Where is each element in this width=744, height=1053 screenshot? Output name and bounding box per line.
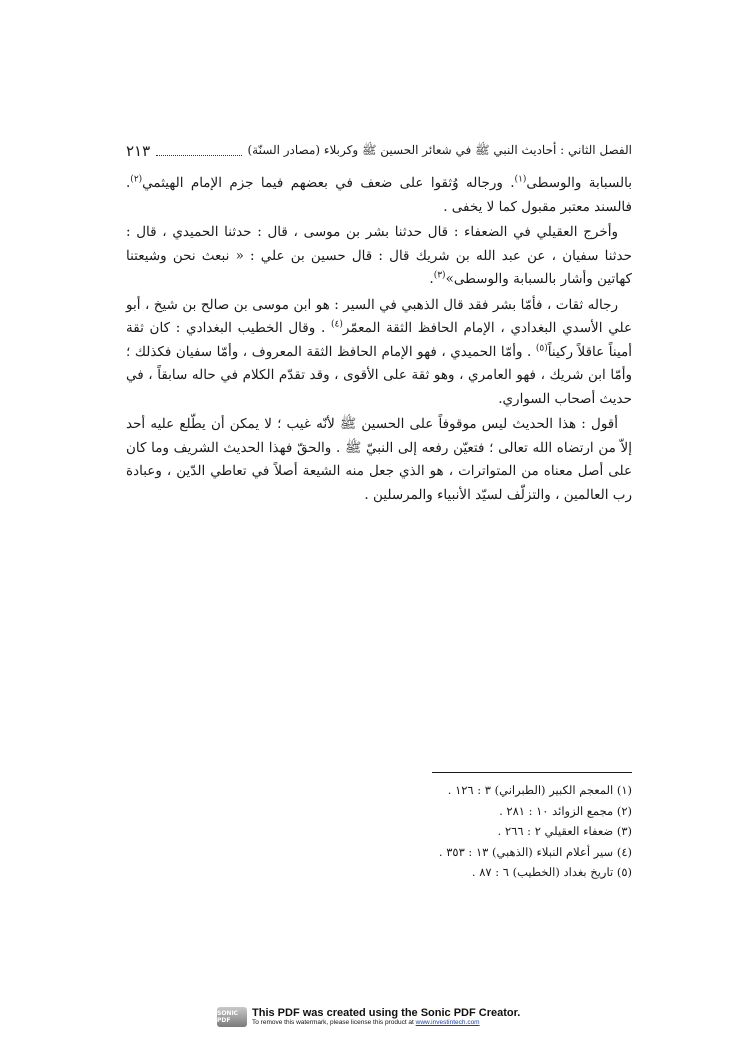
header-dotted-leader [156,147,241,156]
footnote-5: (٥) تاريخ بغداد (الخطيب) ٦ : ٨٧ . [471,865,632,879]
text-segment: . [429,271,434,287]
watermark-text [252,1007,520,1027]
watermark-line-1: This PDF was created using the Sonic PDF Creator. [252,1007,521,1019]
paragraph-3 [126,294,632,412]
paragraph-1 [126,172,632,219]
text-segment: بالسبابة والوسطى [526,175,633,191]
footnote-separator [432,772,632,773]
text-segment: رجاله ثقات ، فأمّا بشر فقد قال الذهبي في السير : هو ابن موسى بن صالح بن شيخ ، أبو علي الأسدي البغدادي ، الإمام الحافظ الثقة المعمّر [126,296,632,336]
text-segment: أقول : هذا الحديث ليس موقوفاً على الحسين ﷺ لأنّه غيب ؛ لا يمكن أن يطّلع عليه أحد إلاّ من ارتضاه الله تعالى ؛ فتعيّن رفعه إلى النبيّ ﷺ . والحقّ فهذا الحديث الشريف وما كان على أصل معناه من المتواترات ، هو الذي جعل منه الشيعة أصلاً في تعاطي الدّين ، وعبادة رب العالمين ، والتزلّف لسيّد الأنبياء والمرسلين . [126,416,632,503]
watermark-line-2 [252,1019,520,1027]
footnote-2: (٢) مجمع الزوائد ١٠ : ٢٨١ . [499,803,632,818]
footnote-ref-3[interactable]: (٣) [433,270,446,281]
sonic-pdf-logo-icon: SONIC PDF [217,1007,247,1027]
footnote-1: (١) المعجم الكبير (الطبراني) ٣ : ١٢٦ . [447,783,632,797]
text-segment: . ورجاله وُثقوا على ضعف في بعضهم فيما جزم الإمام الهيثمي [142,175,515,191]
text-segment: . وأمّا الحميدي ، فهو الإمام الحافظ الثقة المعروف ، وأمّا سفيان فكذلك ؛ وأمّا ابن شريك ، فهو العامري ، وهو ثقة على الأقوى ، وقد تقدّم الكلام في حاله سابقاً ، في حديث أصحاب السواري. [126,343,632,407]
paragraph-2 [126,221,632,292]
footnote-4: (٤) سير أعلام النبلاء (الذهبي) ١٣ : ٣٥٣ . [438,844,632,859]
footnote-ref-4[interactable]: (٤) [331,319,343,330]
footnote-ref-1[interactable]: (١) [514,174,527,185]
investintech-link[interactable]: www.investintech.com [415,1019,480,1026]
footnotes [332,780,632,883]
pdf-watermark [217,1006,547,1028]
watermark-line-2-text: To remove this watermark, please license this product at [252,1019,416,1026]
text-segment: . وقال الخطيب البغدادي : كان ثقة أميناً عاقلاً ركيناً [126,320,632,360]
chapter-title: الفصل الثاني : أحاديث النبي ﷺ في شعائر الحسين ﷺ وكربلاء (مصادر السنّة) [247,142,632,157]
main-text [126,172,632,507]
paragraph-4 [126,413,632,507]
footnote-ref-5[interactable]: (٥) [535,343,548,353]
footnote-ref-2[interactable]: (٢) [130,174,143,185]
running-header [126,140,632,162]
text-segment: وأخرج العقيلي في الضعفاء : قال حدثنا بشر بن موسى ، قال : حدثنا الحميدي ، قال : حدثنا سفيان ، عن عبد الله بن شريك قال : قال حسين بن علي : « نبعث نحن وشيعتنا كهاتين وأشار بالسبابة والوسطى» [126,224,632,287]
footnote-3: (٣) ضعفاء العقيلي ٢ : ٢٦٦ . [497,824,632,838]
text-segment: . فالسند معتبر مقبول كما لا يخفى . [126,175,632,215]
page-number: ٢١٣ [126,142,151,160]
